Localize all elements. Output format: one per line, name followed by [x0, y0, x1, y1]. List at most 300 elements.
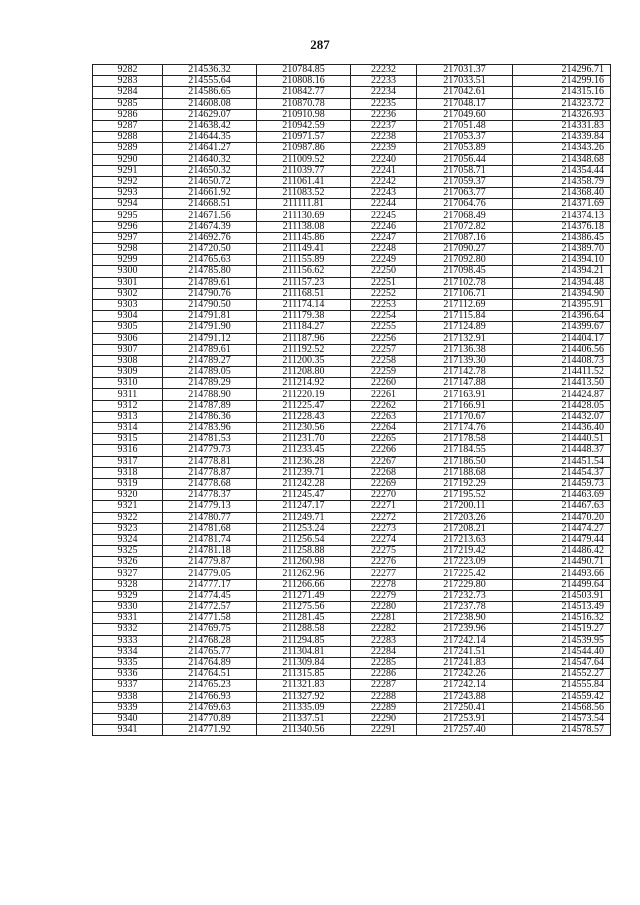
- point-number-cell: 9286: [93, 109, 163, 120]
- y-coordinate-cell: 210784.85: [257, 65, 351, 76]
- x-coordinate-2-cell: 217243.88: [417, 691, 513, 702]
- y-coordinate-cell: 211245.47: [257, 490, 351, 501]
- point-number-cell: 9320: [93, 490, 163, 501]
- point-number-2-cell: 22252: [351, 288, 417, 299]
- table-row: [93, 568, 611, 579]
- y-coordinate-2-cell: 214394.90: [513, 288, 611, 299]
- x-coordinate-cell: 214781.68: [163, 523, 257, 534]
- y-coordinate-2-cell: 214396.64: [513, 311, 611, 322]
- point-number-2-cell: 22271: [351, 501, 417, 512]
- point-number-2-cell: 22240: [351, 154, 417, 165]
- point-number-cell: 9297: [93, 232, 163, 243]
- x-coordinate-cell: 214790.76: [163, 288, 257, 299]
- x-coordinate-2-cell: 217142.78: [417, 367, 513, 378]
- point-number-2-cell: 22255: [351, 322, 417, 333]
- x-coordinate-cell: 214790.50: [163, 299, 257, 310]
- x-coordinate-2-cell: 217106.71: [417, 288, 513, 299]
- point-number-cell: 9324: [93, 534, 163, 545]
- point-number-cell: 9296: [93, 221, 163, 232]
- point-number-cell: 9308: [93, 355, 163, 366]
- x-coordinate-cell: 214668.51: [163, 199, 257, 210]
- y-coordinate-2-cell: 214339.84: [513, 132, 611, 143]
- x-coordinate-cell: 214768.28: [163, 635, 257, 646]
- y-coordinate-cell: 211145.86: [257, 232, 351, 243]
- y-coordinate-cell: 210910.98: [257, 109, 351, 120]
- y-coordinate-2-cell: 214374.13: [513, 210, 611, 221]
- x-coordinate-cell: 214671.56: [163, 210, 257, 221]
- table-row: [93, 546, 611, 557]
- coordinates-table: [92, 64, 611, 736]
- y-coordinate-2-cell: 214559.42: [513, 691, 611, 702]
- table-row: [93, 255, 611, 266]
- point-number-cell: 9330: [93, 602, 163, 613]
- x-coordinate-2-cell: 217242.14: [417, 635, 513, 646]
- point-number-cell: 9299: [93, 255, 163, 266]
- point-number-cell: 9298: [93, 244, 163, 255]
- x-coordinate-2-cell: 217253.91: [417, 713, 513, 724]
- point-number-cell: 9284: [93, 87, 163, 98]
- point-number-2-cell: 22233: [351, 76, 417, 87]
- y-coordinate-2-cell: 214516.32: [513, 613, 611, 624]
- y-coordinate-cell: 211309.84: [257, 657, 351, 668]
- y-coordinate-2-cell: 214323.72: [513, 98, 611, 109]
- table-row: [93, 646, 611, 657]
- y-coordinate-cell: 211242.28: [257, 478, 351, 489]
- y-coordinate-2-cell: 214358.79: [513, 176, 611, 187]
- y-coordinate-2-cell: 214440.51: [513, 434, 611, 445]
- point-number-cell: 9318: [93, 467, 163, 478]
- y-coordinate-cell: 211281.45: [257, 613, 351, 624]
- point-number-2-cell: 22250: [351, 266, 417, 277]
- table-row: [93, 367, 611, 378]
- x-coordinate-2-cell: 217053.37: [417, 132, 513, 143]
- table-row: [93, 423, 611, 434]
- table-row: [93, 244, 611, 255]
- point-number-2-cell: 22239: [351, 143, 417, 154]
- point-number-cell: 9335: [93, 657, 163, 668]
- y-coordinate-cell: 211271.49: [257, 590, 351, 601]
- y-coordinate-2-cell: 214354.44: [513, 165, 611, 176]
- point-number-2-cell: 22262: [351, 400, 417, 411]
- x-coordinate-cell: 214692.76: [163, 232, 257, 243]
- x-coordinate-2-cell: 217257.40: [417, 725, 513, 736]
- table-row: [93, 434, 611, 445]
- x-coordinate-cell: 214787.89: [163, 400, 257, 411]
- y-coordinate-cell: 211157.23: [257, 277, 351, 288]
- point-number-cell: 9283: [93, 76, 163, 87]
- point-number-2-cell: 22259: [351, 367, 417, 378]
- x-coordinate-cell: 214608.08: [163, 98, 257, 109]
- table-row: [93, 613, 611, 624]
- x-coordinate-cell: 214674.39: [163, 221, 257, 232]
- y-coordinate-2-cell: 214499.64: [513, 579, 611, 590]
- point-number-cell: 9333: [93, 635, 163, 646]
- x-coordinate-2-cell: 217184.55: [417, 445, 513, 456]
- table-row: [93, 344, 611, 355]
- y-coordinate-cell: 211239.71: [257, 467, 351, 478]
- table-row: [93, 624, 611, 635]
- table-row: [93, 713, 611, 724]
- x-coordinate-2-cell: 217229.80: [417, 579, 513, 590]
- y-coordinate-cell: 211315.85: [257, 669, 351, 680]
- y-coordinate-cell: 211225.47: [257, 400, 351, 411]
- y-coordinate-2-cell: 214503.91: [513, 590, 611, 601]
- x-coordinate-cell: 214780.77: [163, 512, 257, 523]
- x-coordinate-2-cell: 217068.49: [417, 210, 513, 221]
- x-coordinate-2-cell: 217163.91: [417, 389, 513, 400]
- point-number-2-cell: 22235: [351, 98, 417, 109]
- y-coordinate-cell: 211039.77: [257, 165, 351, 176]
- y-coordinate-cell: 210808.16: [257, 76, 351, 87]
- point-number-cell: 9341: [93, 725, 163, 736]
- table-row: [93, 188, 611, 199]
- y-coordinate-cell: 211149.41: [257, 244, 351, 255]
- y-coordinate-2-cell: 214432.07: [513, 411, 611, 422]
- table-row: [93, 199, 611, 210]
- point-number-2-cell: 22270: [351, 490, 417, 501]
- y-coordinate-cell: 211200.35: [257, 355, 351, 366]
- point-number-cell: 9306: [93, 333, 163, 344]
- table-row: [93, 523, 611, 534]
- point-number-cell: 9291: [93, 165, 163, 176]
- y-coordinate-2-cell: 214568.56: [513, 702, 611, 713]
- x-coordinate-cell: 214650.32: [163, 165, 257, 176]
- point-number-cell: 9292: [93, 176, 163, 187]
- point-number-cell: 9309: [93, 367, 163, 378]
- x-coordinate-2-cell: 217090.27: [417, 244, 513, 255]
- y-coordinate-2-cell: 214474.27: [513, 523, 611, 534]
- x-coordinate-2-cell: 217241.51: [417, 646, 513, 657]
- table-row: [93, 602, 611, 613]
- y-coordinate-2-cell: 214348.68: [513, 154, 611, 165]
- y-coordinate-2-cell: 214573.54: [513, 713, 611, 724]
- table-row: [93, 143, 611, 154]
- table-row: [93, 109, 611, 120]
- y-coordinate-cell: 211230.56: [257, 423, 351, 434]
- point-number-2-cell: 22276: [351, 557, 417, 568]
- point-number-cell: 9290: [93, 154, 163, 165]
- x-coordinate-2-cell: 217225.42: [417, 568, 513, 579]
- x-coordinate-2-cell: 217048.17: [417, 98, 513, 109]
- point-number-cell: 9305: [93, 322, 163, 333]
- point-number-2-cell: 22234: [351, 87, 417, 98]
- y-coordinate-cell: 211009.52: [257, 154, 351, 165]
- point-number-2-cell: 22290: [351, 713, 417, 724]
- table-row: [93, 400, 611, 411]
- x-coordinate-cell: 214555.64: [163, 76, 257, 87]
- point-number-2-cell: 22241: [351, 165, 417, 176]
- y-coordinate-cell: 211262.96: [257, 568, 351, 579]
- y-coordinate-2-cell: 214394.21: [513, 266, 611, 277]
- point-number-2-cell: 22249: [351, 255, 417, 266]
- x-coordinate-cell: 214785.80: [163, 266, 257, 277]
- point-number-2-cell: 22274: [351, 534, 417, 545]
- point-number-2-cell: 22269: [351, 478, 417, 489]
- table-row: [93, 87, 611, 98]
- y-coordinate-cell: 211168.51: [257, 288, 351, 299]
- x-coordinate-2-cell: 217203.26: [417, 512, 513, 523]
- x-coordinate-2-cell: 217132.91: [417, 333, 513, 344]
- x-coordinate-2-cell: 217033.51: [417, 76, 513, 87]
- x-coordinate-cell: 214778.81: [163, 456, 257, 467]
- x-coordinate-2-cell: 217112.69: [417, 299, 513, 310]
- table-row: [93, 691, 611, 702]
- x-coordinate-cell: 214791.12: [163, 333, 257, 344]
- point-number-cell: 9332: [93, 624, 163, 635]
- point-number-cell: 9329: [93, 590, 163, 601]
- y-coordinate-2-cell: 214296.71: [513, 65, 611, 76]
- point-number-2-cell: 22256: [351, 333, 417, 344]
- point-number-2-cell: 22288: [351, 691, 417, 702]
- table-row: [93, 680, 611, 691]
- point-number-2-cell: 22242: [351, 176, 417, 187]
- y-coordinate-cell: 211327.92: [257, 691, 351, 702]
- y-coordinate-cell: 211275.56: [257, 602, 351, 613]
- x-coordinate-2-cell: 217208.21: [417, 523, 513, 534]
- point-number-cell: 9321: [93, 501, 163, 512]
- table-row: [93, 288, 611, 299]
- table-row: [93, 557, 611, 568]
- table-row: [93, 669, 611, 680]
- y-coordinate-2-cell: 214424.87: [513, 389, 611, 400]
- point-number-cell: 9326: [93, 557, 163, 568]
- x-coordinate-2-cell: 217136.38: [417, 344, 513, 355]
- point-number-2-cell: 22280: [351, 602, 417, 613]
- x-coordinate-2-cell: 217239.96: [417, 624, 513, 635]
- x-coordinate-2-cell: 217166.91: [417, 400, 513, 411]
- x-coordinate-2-cell: 217087.16: [417, 232, 513, 243]
- y-coordinate-2-cell: 214408.73: [513, 355, 611, 366]
- y-coordinate-cell: 211208.80: [257, 367, 351, 378]
- x-coordinate-2-cell: 217063.77: [417, 188, 513, 199]
- table-row: [93, 579, 611, 590]
- x-coordinate-2-cell: 217188.68: [417, 467, 513, 478]
- y-coordinate-2-cell: 214376.18: [513, 221, 611, 232]
- x-coordinate-cell: 214777.17: [163, 579, 257, 590]
- table-row: [93, 512, 611, 523]
- table-row: [93, 333, 611, 344]
- x-coordinate-2-cell: 217178.58: [417, 434, 513, 445]
- x-coordinate-cell: 214644.35: [163, 132, 257, 143]
- point-number-2-cell: 22232: [351, 65, 417, 76]
- point-number-cell: 9323: [93, 523, 163, 534]
- y-coordinate-2-cell: 214578.57: [513, 725, 611, 736]
- point-number-cell: 9338: [93, 691, 163, 702]
- point-number-cell: 9304: [93, 311, 163, 322]
- y-coordinate-2-cell: 214519.27: [513, 624, 611, 635]
- x-coordinate-cell: 214771.92: [163, 725, 257, 736]
- table-row: [93, 478, 611, 489]
- x-coordinate-2-cell: 217223.09: [417, 557, 513, 568]
- x-coordinate-2-cell: 217115.84: [417, 311, 513, 322]
- point-number-2-cell: 22257: [351, 344, 417, 355]
- table-row: [93, 657, 611, 668]
- y-coordinate-2-cell: 214555.84: [513, 680, 611, 691]
- y-coordinate-cell: 211214.92: [257, 378, 351, 389]
- point-number-2-cell: 22254: [351, 311, 417, 322]
- y-coordinate-2-cell: 214436.40: [513, 423, 611, 434]
- point-number-cell: 9319: [93, 478, 163, 489]
- point-number-cell: 9340: [93, 713, 163, 724]
- x-coordinate-cell: 214789.61: [163, 344, 257, 355]
- point-number-2-cell: 22260: [351, 378, 417, 389]
- y-coordinate-cell: 211187.96: [257, 333, 351, 344]
- y-coordinate-2-cell: 214368.40: [513, 188, 611, 199]
- y-coordinate-cell: 211130.69: [257, 210, 351, 221]
- point-number-2-cell: 22265: [351, 434, 417, 445]
- y-coordinate-cell: 211228.43: [257, 411, 351, 422]
- point-number-2-cell: 22281: [351, 613, 417, 624]
- x-coordinate-cell: 214661.92: [163, 188, 257, 199]
- point-number-2-cell: 22279: [351, 590, 417, 601]
- y-coordinate-cell: 211340.56: [257, 725, 351, 736]
- point-number-cell: 9307: [93, 344, 163, 355]
- x-coordinate-cell: 214586.65: [163, 87, 257, 98]
- y-coordinate-cell: 211253.24: [257, 523, 351, 534]
- point-number-2-cell: 22247: [351, 232, 417, 243]
- table-row: [93, 176, 611, 187]
- x-coordinate-cell: 214778.87: [163, 467, 257, 478]
- x-coordinate-cell: 214781.74: [163, 534, 257, 545]
- x-coordinate-2-cell: 217098.45: [417, 266, 513, 277]
- x-coordinate-2-cell: 217124.89: [417, 322, 513, 333]
- y-coordinate-2-cell: 214463.69: [513, 490, 611, 501]
- x-coordinate-cell: 214650.72: [163, 176, 257, 187]
- point-number-2-cell: 22244: [351, 199, 417, 210]
- point-number-cell: 9325: [93, 546, 163, 557]
- x-coordinate-cell: 214720.50: [163, 244, 257, 255]
- table-row: [93, 389, 611, 400]
- y-coordinate-cell: 211249.71: [257, 512, 351, 523]
- y-coordinate-2-cell: 214486.42: [513, 546, 611, 557]
- point-number-cell: 9282: [93, 65, 163, 76]
- table-row: [93, 76, 611, 87]
- point-number-cell: 9300: [93, 266, 163, 277]
- x-coordinate-cell: 214778.37: [163, 490, 257, 501]
- y-coordinate-2-cell: 214326.93: [513, 109, 611, 120]
- point-number-cell: 9327: [93, 568, 163, 579]
- point-number-2-cell: 22236: [351, 109, 417, 120]
- x-coordinate-cell: 214765.23: [163, 680, 257, 691]
- point-number-cell: 9317: [93, 456, 163, 467]
- y-coordinate-cell: 211236.28: [257, 456, 351, 467]
- y-coordinate-cell: 211266.66: [257, 579, 351, 590]
- y-coordinate-2-cell: 214386.45: [513, 232, 611, 243]
- point-number-2-cell: 22245: [351, 210, 417, 221]
- point-number-cell: 9285: [93, 98, 163, 109]
- y-coordinate-2-cell: 214315.16: [513, 87, 611, 98]
- point-number-2-cell: 22248: [351, 244, 417, 255]
- x-coordinate-2-cell: 217219.42: [417, 546, 513, 557]
- y-coordinate-2-cell: 214479.44: [513, 534, 611, 545]
- point-number-2-cell: 22284: [351, 646, 417, 657]
- table-row: [93, 456, 611, 467]
- point-number-cell: 9313: [93, 411, 163, 422]
- coordinates-table-body: [93, 65, 611, 736]
- table-row: [93, 221, 611, 232]
- x-coordinate-cell: 214536.32: [163, 65, 257, 76]
- x-coordinate-2-cell: 217232.73: [417, 590, 513, 601]
- point-number-cell: 9331: [93, 613, 163, 624]
- x-coordinate-cell: 214771.58: [163, 613, 257, 624]
- point-number-2-cell: 22283: [351, 635, 417, 646]
- x-coordinate-cell: 214764.51: [163, 669, 257, 680]
- x-coordinate-cell: 214769.75: [163, 624, 257, 635]
- point-number-2-cell: 22238: [351, 132, 417, 143]
- point-number-2-cell: 22258: [351, 355, 417, 366]
- table-row: [93, 154, 611, 165]
- y-coordinate-cell: 211220.19: [257, 389, 351, 400]
- x-coordinate-2-cell: 217238.90: [417, 613, 513, 624]
- table-row: [93, 501, 611, 512]
- x-coordinate-cell: 214770.89: [163, 713, 257, 724]
- point-number-cell: 9293: [93, 188, 163, 199]
- y-coordinate-cell: 211321.83: [257, 680, 351, 691]
- point-number-2-cell: 22291: [351, 725, 417, 736]
- y-coordinate-2-cell: 214552.27: [513, 669, 611, 680]
- point-number-2-cell: 22278: [351, 579, 417, 590]
- x-coordinate-cell: 214778.68: [163, 478, 257, 489]
- x-coordinate-2-cell: 217102.78: [417, 277, 513, 288]
- y-coordinate-cell: 210942.59: [257, 120, 351, 131]
- x-coordinate-cell: 214789.05: [163, 367, 257, 378]
- x-coordinate-cell: 214781.53: [163, 434, 257, 445]
- x-coordinate-2-cell: 217237.78: [417, 602, 513, 613]
- table-row: [93, 355, 611, 366]
- y-coordinate-cell: 211304.81: [257, 646, 351, 657]
- point-number-2-cell: 22243: [351, 188, 417, 199]
- x-coordinate-cell: 214783.96: [163, 423, 257, 434]
- x-coordinate-2-cell: 217147.88: [417, 378, 513, 389]
- x-coordinate-2-cell: 217242.26: [417, 669, 513, 680]
- point-number-2-cell: 22285: [351, 657, 417, 668]
- table-row: [93, 132, 611, 143]
- y-coordinate-2-cell: 214399.67: [513, 322, 611, 333]
- point-number-cell: 9334: [93, 646, 163, 657]
- y-coordinate-cell: 211260.98: [257, 557, 351, 568]
- point-number-2-cell: 22272: [351, 512, 417, 523]
- table-row: [93, 534, 611, 545]
- x-coordinate-cell: 214640.32: [163, 154, 257, 165]
- y-coordinate-cell: 210842.77: [257, 87, 351, 98]
- table-row: [93, 232, 611, 243]
- page-number: 287: [310, 37, 330, 52]
- y-coordinate-cell: 211061.41: [257, 176, 351, 187]
- point-number-2-cell: 22261: [351, 389, 417, 400]
- x-coordinate-2-cell: 217059.37: [417, 176, 513, 187]
- x-coordinate-cell: 214788.90: [163, 389, 257, 400]
- point-number-cell: 9287: [93, 120, 163, 131]
- table-row: [93, 210, 611, 221]
- point-number-2-cell: 22263: [351, 411, 417, 422]
- x-coordinate-2-cell: 217250.41: [417, 702, 513, 713]
- y-coordinate-cell: 211111.81: [257, 199, 351, 210]
- x-coordinate-cell: 214765.63: [163, 255, 257, 266]
- y-coordinate-cell: 211294.85: [257, 635, 351, 646]
- x-coordinate-2-cell: 217241.83: [417, 657, 513, 668]
- x-coordinate-cell: 214772.57: [163, 602, 257, 613]
- x-coordinate-cell: 214789.29: [163, 378, 257, 389]
- point-number-2-cell: 22282: [351, 624, 417, 635]
- x-coordinate-2-cell: 217053.89: [417, 143, 513, 154]
- y-coordinate-cell: 211156.62: [257, 266, 351, 277]
- x-coordinate-cell: 214629.07: [163, 109, 257, 120]
- table-row: [93, 277, 611, 288]
- point-number-2-cell: 22253: [351, 299, 417, 310]
- x-coordinate-2-cell: 217195.52: [417, 490, 513, 501]
- table-row: [93, 590, 611, 601]
- x-coordinate-2-cell: 217058.71: [417, 165, 513, 176]
